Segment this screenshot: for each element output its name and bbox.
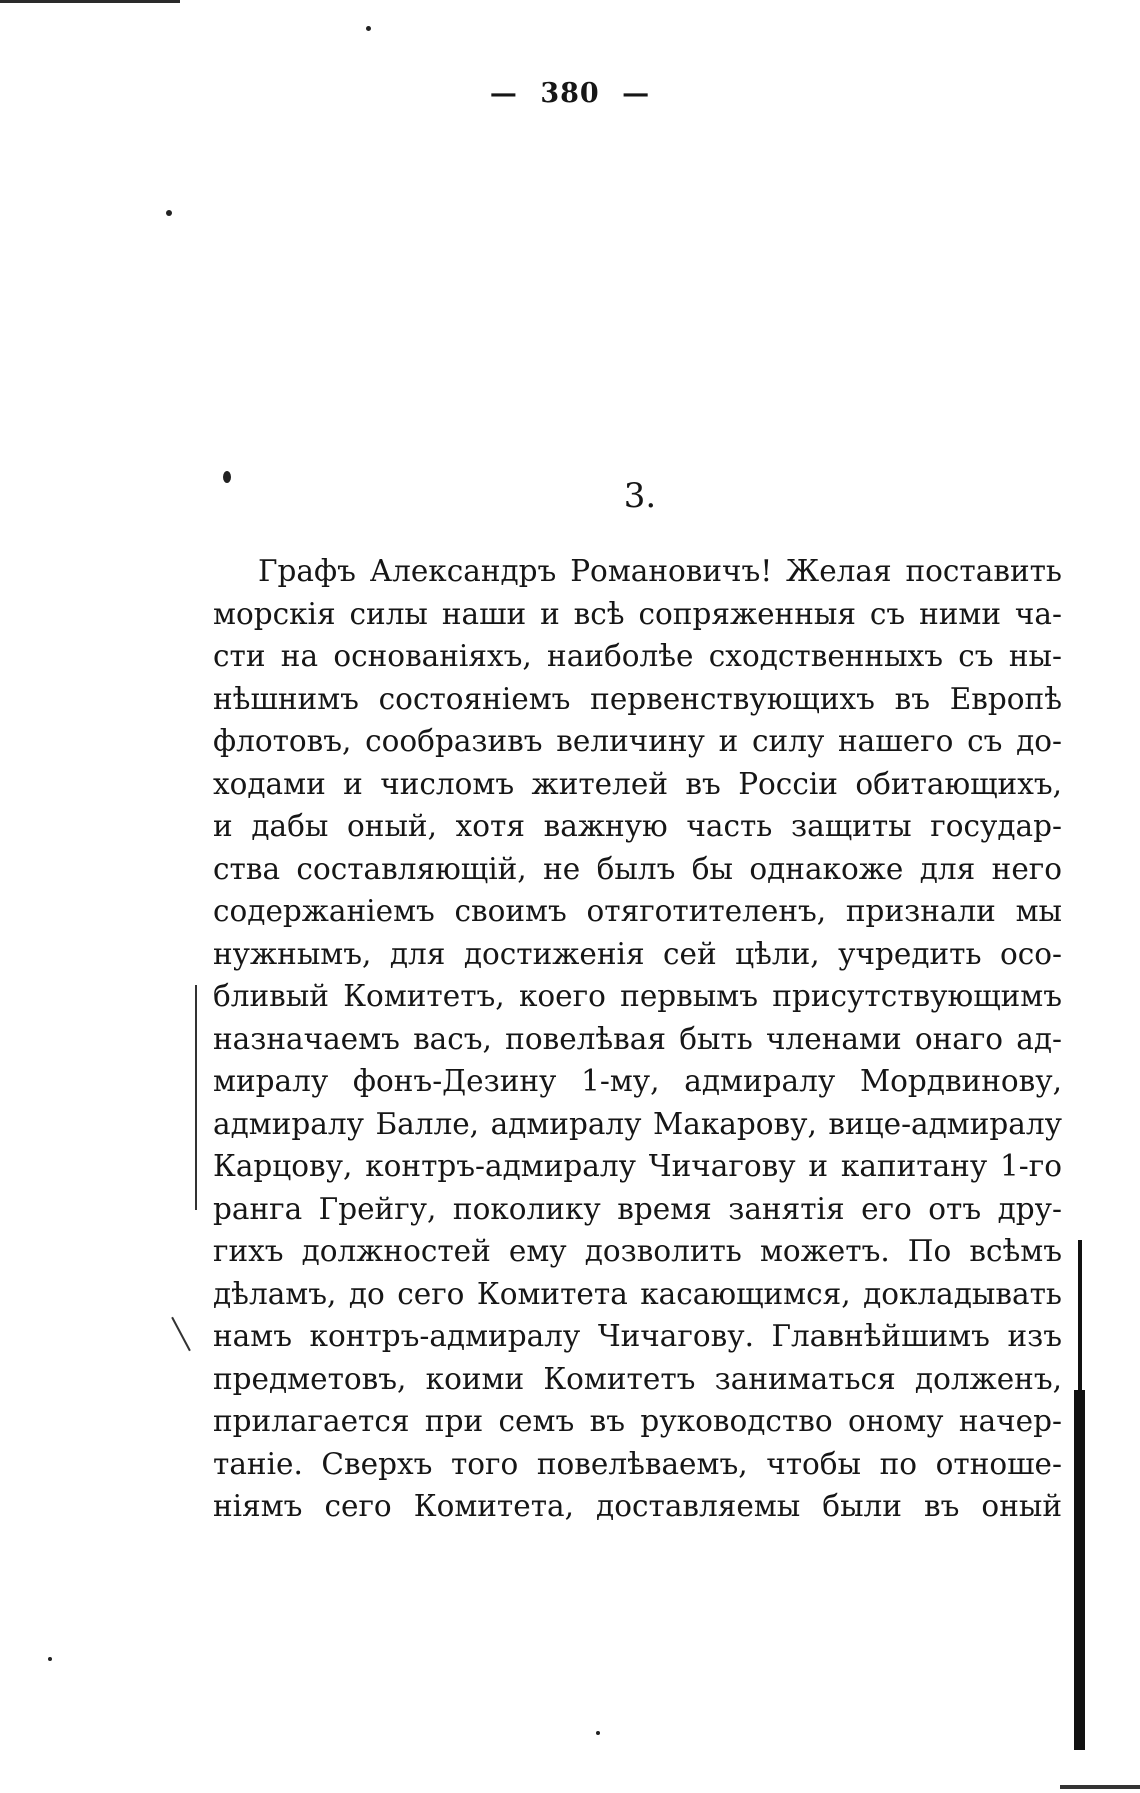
text-line: ходами и числомъ жителей въ Россіи обитающихъ,: [213, 766, 1062, 801]
scan-edge-bar: [1074, 1390, 1085, 1750]
section-number: 3.: [623, 476, 657, 516]
text-line: сти на основаніяхъ, наиболѣе сходственныхъ съ ны-: [213, 639, 1062, 673]
page-number-dash-right: —: [622, 78, 651, 109]
scan-edge-rule: [0, 0, 180, 3]
text-line: адмиралу Балле, адмиралу Макарову, вице-адмиралу: [213, 1106, 1062, 1141]
text-line: миралу фонъ-Дезину 1-му, адмиралу Мордвинову,: [213, 1064, 1062, 1098]
text-line: нужнымъ, для достиженія сей цѣли, учредить осо-: [213, 936, 1062, 971]
text-line: таніе. Сверхъ того повелѣваемъ, чтобы по отноше-: [213, 1446, 1062, 1481]
text-line: нѣшнимъ состояніемъ первенствующихъ въ Европѣ: [213, 681, 1062, 716]
margin-mark-line: [195, 985, 197, 1210]
page-number: 380: [540, 78, 600, 109]
scan-speck: [48, 1657, 52, 1661]
text-line: ства составляющій, не былъ бы однакоже для него: [213, 851, 1062, 886]
text-line: Графъ Александръ Романовичъ! Желая поставить: [258, 554, 1062, 588]
text-line: ранга Грейгу, поколику время занятія его отъ дру-: [213, 1191, 1062, 1226]
text-line: предметовъ, коими Комитетъ заниматься долженъ,: [213, 1361, 1062, 1396]
page-number-header: [0, 78, 1140, 109]
letter-body-text: [213, 550, 1062, 1528]
text-line: назначаемъ васъ, повелѣвая быть членами онаго ад-: [213, 1021, 1062, 1056]
scan-speck: [166, 210, 172, 216]
text-line: Карцову, контръ-адмиралу Чичагову и капитану 1-го: [213, 1149, 1062, 1183]
text-line: бливый Комитетъ, коего первымъ присутствующимъ: [213, 979, 1062, 1013]
text-line: содержаніемъ своимъ отяготителенъ, признали мы: [213, 894, 1062, 928]
scan-edge-bar: [1078, 1240, 1082, 1390]
text-line: намъ контръ-адмиралу Чичагову. Главнѣйшимъ изъ: [213, 1319, 1062, 1353]
margin-mark-tick: [171, 1317, 191, 1351]
scan-speck: [366, 26, 371, 31]
text-line: гихъ должностей ему дозволить можетъ. По всѣмъ: [213, 1234, 1062, 1268]
text-line: дѣламъ, до сего Комитета касающимся, докладывать: [213, 1276, 1062, 1311]
text-line: морскія силы наши и всѣ сопряженныя съ ними ча-: [213, 596, 1062, 631]
scan-edge-rule: [1060, 1785, 1140, 1789]
page-number-dash-left: —: [489, 78, 518, 109]
text-line: ніямъ сего Комитета, доставляемы были въ оный: [213, 1489, 1062, 1523]
text-line: прилагается при семъ въ руководство оному начер-: [213, 1404, 1062, 1438]
text-line: флотовъ, сообразивъ величину и силу нашего съ до-: [213, 724, 1062, 758]
scan-speck: [596, 1731, 600, 1735]
text-line: и дабы оный, хотя важную часть защиты государ-: [213, 809, 1062, 843]
